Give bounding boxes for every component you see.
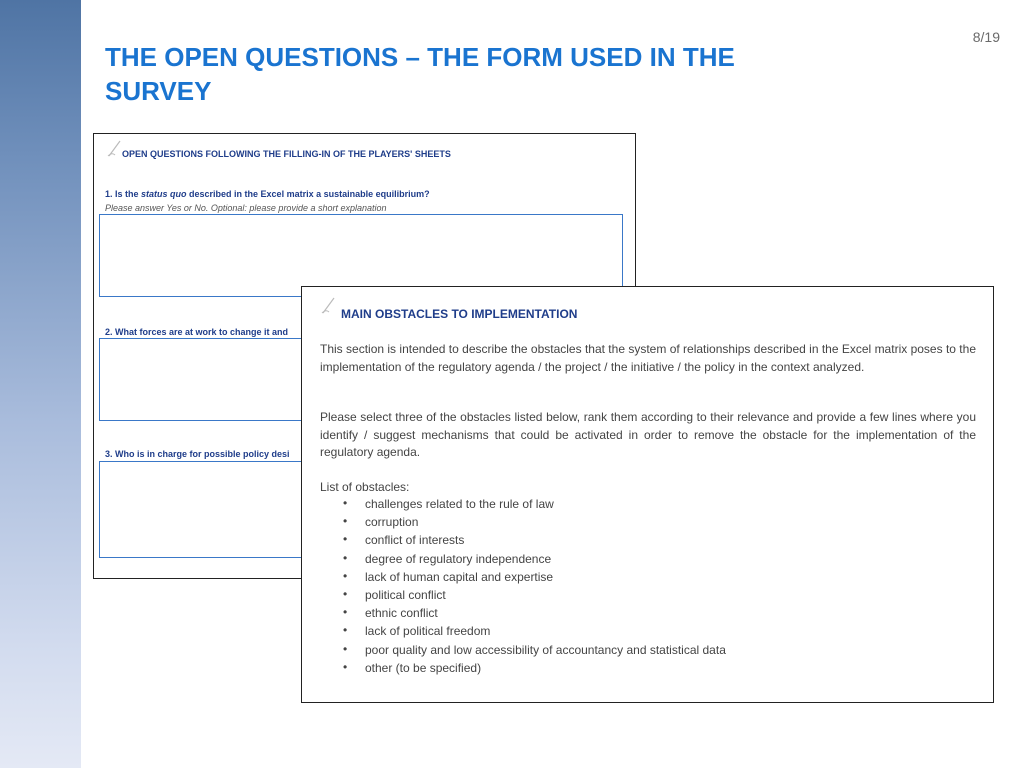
obstacle-label: poor quality and low accessibility of accountancy and statistical data [365,642,726,657]
question-1-suffix: described in the Excel matrix a sustainable equilibrium? [186,189,430,199]
question-1-hint: Please answer Yes or No. Optional: please provide a short explanation [105,203,387,213]
pen-icon [320,295,338,315]
form2-heading: MAIN OBSTACLES TO IMPLEMENTATION [341,307,578,321]
form1-heading: OPEN QUESTIONS FOLLOWING THE FILLING-IN OF THE PLAYERS' SHEETS [122,149,451,159]
question-2-label: 2. What forces are at work to change it and [105,327,289,337]
list-item [340,497,726,515]
bullet-icon: • [343,586,348,601]
bullet-icon: • [343,514,348,529]
obstacle-label: challenges related to the rule of law [365,497,554,511]
list-item [340,643,726,661]
slide-title-line2: SURVEY [105,76,212,106]
intro-paragraph: This section is intended to describe the obstacles that the system of relationships described in the Excel matrix poses to the implementation of the regulatory agenda / the project / the initiative / the policy in the context analyzed. [320,342,976,374]
question-1-answer-box[interactable] [99,214,623,297]
question-3-label: 3. Who is in charge for possible policy desi [105,449,290,459]
obstacles-form [301,286,994,703]
question-1-italic: status quo [141,189,187,199]
obstacles-list [340,497,726,679]
instructions-paragraph: Please select three of the obstacles listed below, rank them according to their relevance and provide a few lines where you identify / suggest mechanisms that could be activated in order to remove the obstacle for the implementation of the regulatory agenda. [320,410,976,459]
obstacle-label: lack of human capital and expertise [365,569,554,584]
bullet-icon: • [343,496,348,510]
obstacles-list-title: List of obstacles: [320,480,410,494]
slide-title [105,40,865,108]
bullet-icon: • [343,623,348,638]
bullet-icon: • [343,532,348,547]
slide-title-line1: THE OPEN QUESTIONS – THE FORM USED IN THE [105,42,735,72]
bullet-icon: • [343,659,348,674]
list-item [340,588,726,606]
obstacle-label: lack of political freedom [365,624,491,639]
list-item [340,606,726,624]
bullet-icon: • [343,641,348,656]
bullet-icon: • [343,568,348,583]
bullet-icon: • [343,550,348,565]
list-item [340,624,726,642]
obstacle-label: degree of regulatory independence [365,551,552,566]
question-1-label [105,189,430,199]
page-number: 8/19 [972,29,1000,45]
bullet-icon: • [343,605,348,620]
list-item [340,515,726,533]
side-gradient-bar [0,0,81,768]
obstacle-label: other (to be specified) [365,660,482,675]
obstacle-label: conflict of interests [365,533,465,548]
question-1-prefix: 1. Is the [105,189,142,199]
list-item [340,661,726,679]
list-item [340,552,726,570]
list-item [340,533,726,551]
obstacle-label: corruption [365,515,419,530]
obstacle-label: political conflict [365,587,446,602]
list-item [340,570,726,588]
obstacle-label: ethnic conflict [365,606,438,621]
